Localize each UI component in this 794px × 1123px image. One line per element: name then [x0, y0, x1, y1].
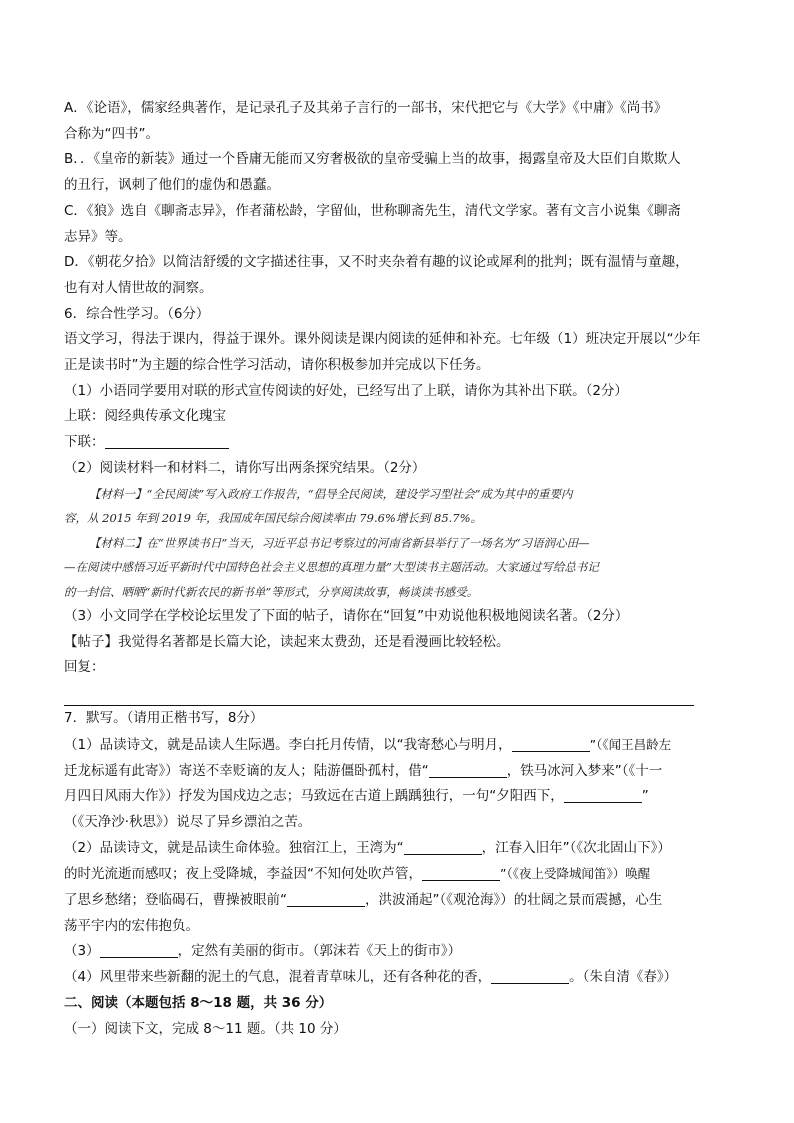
q7-p2-text: 的时光流逝而感叹；夜上受降城，李益因“不知何处吹芦管，: [64, 866, 422, 883]
q6-lower-couplet: [64, 430, 744, 456]
option-a-line2: 合称为“四书”。: [64, 125, 159, 142]
option-b-line2: 的丑行，讽刺了他们的虚伪和愚蠢。: [64, 177, 280, 194]
q7-p1-line1: [64, 732, 744, 759]
q7-blank-8[interactable]: [491, 967, 569, 984]
q6-task3: （3）小文同学在学校论坛里发了下面的帖子，请你在“回复”中劝说他积极地阅读名著。（2分）: [64, 608, 629, 625]
q7-blank-6[interactable]: [287, 890, 365, 907]
q7-p2-text: ”（《夜上受降城闻笛》）唤醒: [500, 866, 651, 882]
q7-blank-5[interactable]: [422, 864, 500, 881]
q7-p1-text: 月四日风雨大作》）抒发为国戍边之志；马致远在古道上踽踽独行，一句“夕阳西下，: [64, 788, 564, 805]
q7-p3-text: （3）: [64, 943, 100, 960]
q6-reply-label: 回复：: [64, 659, 105, 676]
q7-p4: [64, 965, 744, 991]
material2-line1: 【材料二】在“世界读书日”当天，习近平总书记考察过的河南省新县举行了一场名为“习语润心田—: [89, 535, 590, 550]
q7-p1-line3: [64, 784, 744, 810]
q7-p1-text: 迁龙标遥有此寄》）寄送不幸贬谪的友人；陆游僵卧孤村，借“: [64, 762, 429, 779]
lower-couplet-blank[interactable]: [105, 432, 229, 449]
q7-p2-line2: [64, 861, 744, 888]
material2-line2: —在阅读中感悟习近平新时代中国特色社会主义思想的真理力量”大型读书主题活动。大家通过写给总书记: [64, 560, 599, 575]
q7-p2-line4: 荡平宇内的宏伟抱负。: [64, 917, 199, 934]
material2-line3: 的一封信、晒晒“新时代新农民的新书单”等形式，分享阅读故事，畅谈读书感受。: [64, 584, 479, 599]
q7-p1-line4: （《天净沙·秋思》）说尽了异乡漂泊之苦。: [64, 813, 312, 830]
material1-line1: 【材料一】“全民阅读”写入政府工作报告，“倡导全民阅读，建设学习型社会”成为其中的重要内: [89, 486, 573, 501]
option-c-line2: 志异》等。: [64, 228, 132, 245]
q7-p1-text: （1）品读诗文，就是品读人生际遇。李白托月传情，以“我寄愁心与明月，: [64, 736, 512, 753]
q6-task2: （2）阅读材料一和材料二，请你写出两条探究结果。（2分）: [64, 459, 426, 476]
q7-p2-line1: [64, 836, 744, 862]
q6-forum-post: 【帖子】我觉得名著都是长篇大论，读起来太费劲，还是看漫画比较轻松。: [64, 633, 510, 650]
q6-intro-line2: 正是读书时”为主题的综合性学习活动，请你积极参加并完成以下任务。: [64, 357, 490, 374]
option-d-line2: 也有对人情世故的洞察。: [64, 279, 213, 296]
q7-p4-text: （4）风里带来些新翻的泥土的气息，混着青草味儿，还有各种花的香，: [64, 969, 492, 986]
q7-blank-1[interactable]: [512, 735, 590, 752]
q7-p2-text: ，洪波涌起”（《观沧海》）的壮阔之景而震撼，心生: [365, 892, 663, 909]
option-d-line1: D．《朝花夕拾》以简洁舒缓的文字描述往事，又不时夹杂着有趣的议论或犀利的批判；既有温情与童趣，: [64, 254, 689, 271]
q7-p1-text: ”: [641, 788, 649, 805]
option-b-line1: B．．《皇帝的新装》通过一个昏庸无能而又穷奢极欲的皇帝受骗上当的故事，揭露皇帝及大臣们自欺欺人: [64, 151, 681, 168]
q7-p4-text: 。（朱自清《春》）: [569, 969, 678, 986]
q7-blank-7[interactable]: [100, 941, 178, 958]
q7-p1-text: ，铁马冰河入梦来”（《十一: [506, 762, 663, 779]
q7-p3: [64, 939, 744, 965]
section-2-heading: 二、阅读（本题包括 8～18 题，共 36 分）: [64, 994, 333, 1011]
reply-answer-line[interactable]: [64, 681, 694, 706]
material1-line2: 容，从 2015 年到 2019 年，我国成年国民综合阅读率由 79.6%增长到 85.7%。: [64, 511, 483, 526]
q7-p2-text: 了思乡愁绪；登临碣石，曹操被眼前“: [64, 892, 287, 909]
exam-page: [64, 96, 744, 1042]
q7-blank-4[interactable]: [404, 838, 482, 855]
q7-p2-text: （2）品读诗文，就是品读生命体验。独宿江上，王湾为“: [64, 839, 404, 856]
section-2-subheading: （一）阅读下文，完成 8～11 题。（共 10 分）: [64, 1020, 347, 1037]
lower-couplet-label: 下联：: [64, 434, 105, 451]
q7-p1-text: ”（《闻王昌龄左: [589, 736, 672, 752]
q7-title: 7．默写。（请用正楷书写，8分）: [64, 710, 264, 727]
q6-upper-couplet: 上联：阅经典传承文化瑰宝: [64, 408, 226, 425]
q6-intro-line1: 语文学习，得法于课内，得益于课外。课外阅读是课内阅读的延伸和补充。七年级（1）班决定开展以“少年: [64, 331, 701, 348]
q7-p3-text: ，定然有美丽的街市。（郭沫若《天上的街市》）: [177, 943, 462, 960]
q6-title: 6．综合性学习。（6分）: [64, 305, 210, 322]
q7-blank-2[interactable]: [429, 761, 507, 778]
option-a-line1: A．《论语》，儒家经典著作，是记录孔子及其弟子言行的一部书，宋代把它与《大学》《中庸》《尚书》: [64, 100, 668, 116]
q7-p1-line2: [64, 759, 744, 785]
q7-p2-text: ，江春入旧年”（《次北固山下》）: [481, 839, 671, 856]
q7-p2-line3: [64, 888, 744, 914]
q6-task1: （1）小语同学要用对联的形式宣传阅读的好处，已经写出了上联，请你为其补出下联。（2分）: [64, 382, 628, 399]
q7-blank-3[interactable]: [564, 786, 642, 803]
option-c-line1: C．《狼》选自《聊斋志异》，作者蒲松龄，字留仙，世称聊斋先生，清代文学家。著有文言小说集《聊斋: [64, 202, 681, 219]
